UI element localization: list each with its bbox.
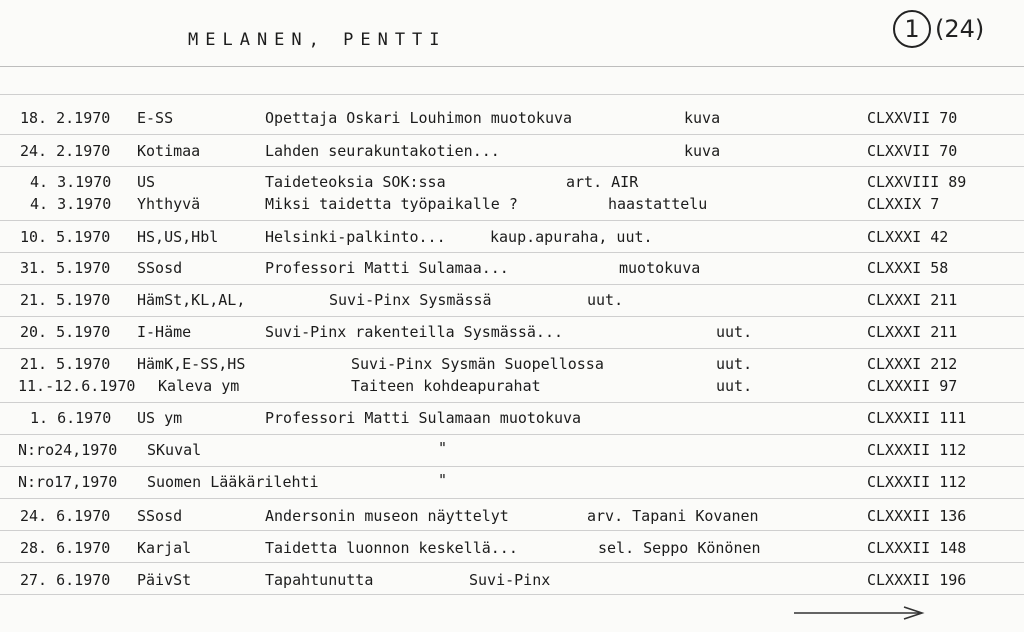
entry-ref: CLXXXI 212 <box>867 355 958 373</box>
entry-source: E-SS <box>137 109 174 127</box>
entry-title: Professori Matti Sulamaa... <box>265 259 509 277</box>
ruled-line <box>0 402 1024 403</box>
entry-source: HS,US,Hbl <box>137 228 219 246</box>
entry-title: Suvi-Pinx Sysmän Suopellossa <box>351 355 604 373</box>
entry-ref: CLXXXII 97 <box>867 377 958 395</box>
entry-source: SSosd <box>137 507 183 525</box>
entry-ref: CLXXXII 111 <box>867 409 967 427</box>
entry-date: 21. 5.1970 <box>20 355 111 373</box>
entry-ref: CLXXXI 42 <box>867 228 949 246</box>
entry-ref: CLXXXI 211 <box>867 291 958 309</box>
header-rule <box>0 66 1024 67</box>
ruled-line <box>0 316 1024 317</box>
entry-source: SKuval <box>147 441 202 459</box>
continue-arrow-icon <box>792 605 926 621</box>
entry-title: Helsinki-palkinto... <box>265 228 446 246</box>
ruled-line <box>0 220 1024 221</box>
entry-ref: CLXXXII 112 <box>867 441 967 459</box>
ruled-line <box>0 166 1024 167</box>
entry-source: Yhthyvä <box>137 195 201 213</box>
entry-date: 18. 2.1970 <box>20 109 111 127</box>
entry-type: art. AIR <box>566 173 639 191</box>
entry-ref: CLXXVII 70 <box>867 109 958 127</box>
entry-source: Karjal <box>137 539 192 557</box>
ruled-line <box>0 284 1024 285</box>
entry-type: uut. <box>587 291 624 309</box>
entry-ref: CLXXXI 58 <box>867 259 949 277</box>
entry-ref: CLXXXII 136 <box>867 507 967 525</box>
ruled-line <box>0 498 1024 499</box>
card-number <box>893 10 984 48</box>
entry-date: 1. 6.1970 <box>30 409 112 427</box>
entry-ref: CLXXXII 148 <box>867 539 967 557</box>
entry-source: I-Häme <box>137 323 192 341</box>
entry-title: Taiteen kohdeapurahat <box>351 377 541 395</box>
entry-title: Suvi-Pinx Sysmässä <box>329 291 492 309</box>
entry-title: Lahden seurakuntakotien... <box>265 142 500 160</box>
entry-title: Miksi taidetta työpaikalle ? <box>265 195 518 213</box>
entry-date: 21. 5.1970 <box>20 291 111 309</box>
entry-ref: CLXXVII 70 <box>867 142 958 160</box>
ruled-line <box>0 562 1024 563</box>
entry-type: uut. <box>716 323 753 341</box>
entry-type: kuva <box>684 109 721 127</box>
ruled-line <box>0 134 1024 135</box>
ruled-line <box>0 530 1024 531</box>
entry-type: kaup.apuraha, uut. <box>490 228 653 246</box>
entry-ref: CLXXXII 112 <box>867 473 967 491</box>
entry-source: Kaleva ym <box>158 377 240 395</box>
entry-ref: CLXXXI 211 <box>867 323 958 341</box>
entry-date: 10. 5.1970 <box>20 228 111 246</box>
entry-date: 24. 2.1970 <box>20 142 111 160</box>
entry-source: US <box>137 173 156 191</box>
entry-ref: CLXXIX 7 <box>867 195 940 213</box>
entry-source: US ym <box>137 409 183 427</box>
card-total: (24) <box>935 15 985 43</box>
entry-source: Suomen Lääkärilehti <box>147 473 319 491</box>
entry-title: Andersonin museon näyttelyt <box>265 507 509 525</box>
ruled-line <box>0 348 1024 349</box>
entry-type: uut. <box>716 377 753 395</box>
ruled-line <box>0 434 1024 435</box>
entry-title: Taideteoksia SOK:ssa <box>265 173 446 191</box>
entry-type: Suvi-Pinx <box>469 571 551 589</box>
entry-date: 31. 5.1970 <box>20 259 111 277</box>
entry-date: 27. 6.1970 <box>20 571 111 589</box>
entry-type: arv. Tapani Kovanen <box>587 507 759 525</box>
entry-title: Professori Matti Sulamaan muotokuva <box>265 409 582 427</box>
entry-date: 20. 5.1970 <box>20 323 111 341</box>
entry-type: uut. <box>716 355 753 373</box>
entry-title: Taidetta luonnon keskellä... <box>265 539 518 557</box>
entry-ref: CLXXVIII 89 <box>867 173 967 191</box>
entry-source: PäivSt <box>137 571 192 589</box>
entry-source: HämK,E-SS,HS <box>137 355 246 373</box>
entry-title: Suvi-Pinx rakenteilla Sysmässä... <box>265 323 564 341</box>
entry-date: 11.-12.6.1970 <box>18 377 136 395</box>
entry-date: 4. 3.1970 <box>30 195 112 213</box>
entry-type: kuva <box>684 142 721 160</box>
entry-date: N:ro17,1970 <box>18 473 118 491</box>
entry-source: HämSt,KL,AL, <box>137 291 246 309</box>
entry-type: sel. Seppo Könönen <box>598 539 761 557</box>
entry-type: haastattelu <box>608 195 708 213</box>
entry-title: Tapahtunutta <box>265 571 374 589</box>
entry-type: muotokuva <box>619 259 701 277</box>
entry-date: N:ro24,1970 <box>18 441 118 459</box>
entry-date: 28. 6.1970 <box>20 539 111 557</box>
ruled-line <box>0 94 1024 95</box>
entry-source: SSosd <box>137 259 183 277</box>
ruled-line <box>0 466 1024 467</box>
entry-title: Opettaja Oskari Louhimon muotokuva <box>265 109 573 127</box>
entry-ref: CLXXXII 196 <box>867 571 967 589</box>
ruled-line <box>0 594 1024 595</box>
ditto-mark: " <box>438 439 448 457</box>
card-number-circled: 1 <box>893 10 931 48</box>
person-name: MELANEN, PENTTI <box>188 30 447 50</box>
entry-source: Kotimaa <box>137 142 201 160</box>
ditto-mark: " <box>438 471 448 489</box>
entry-date: 24. 6.1970 <box>20 507 111 525</box>
ruled-line <box>0 252 1024 253</box>
entry-date: 4. 3.1970 <box>30 173 112 191</box>
